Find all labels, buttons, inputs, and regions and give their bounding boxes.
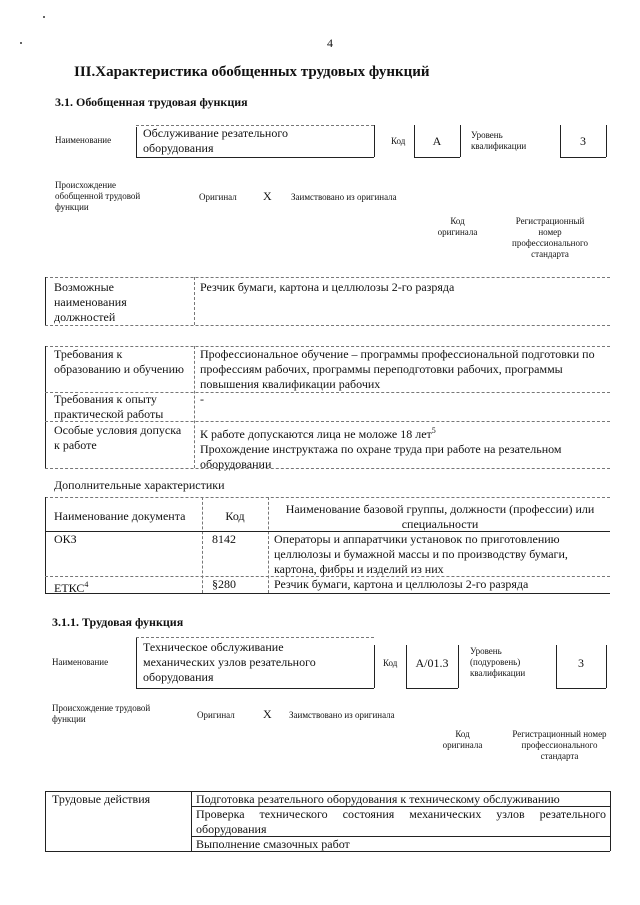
tf-name-box-right xyxy=(374,645,375,688)
tf-code-box-bottom xyxy=(406,688,458,689)
actions-divider xyxy=(191,791,192,851)
gtf-level-label: Уровень квалификации xyxy=(471,130,527,151)
gtf-code-value: A xyxy=(432,134,442,148)
tf-level-value: 3 xyxy=(578,656,584,670)
tf-name-box-left xyxy=(136,638,137,688)
gtf-name-label: Наименование xyxy=(55,135,112,145)
positions-bottom-line xyxy=(45,325,610,326)
gtf-name-box-left xyxy=(136,127,137,157)
tf-name-value: Техническое обслуживание механических узлов резательного оборудования xyxy=(143,640,316,684)
tf-original-mark: X xyxy=(263,707,272,721)
gtf-name-value: Обслуживание резательного оборудования xyxy=(143,126,288,155)
additional-title: Дополнительные характеристики xyxy=(54,478,225,492)
add-left-line xyxy=(45,497,46,593)
req-education-label: Требования к образованию и обучению xyxy=(54,347,184,376)
action-item: Выполнение смазочных работ xyxy=(196,837,350,851)
footnote-ref: 4 xyxy=(84,580,89,589)
add-row-doc: ОКЗ xyxy=(54,532,77,546)
req-conditions-label: Особые условия допуска к работе xyxy=(54,423,182,452)
tf-origin-label: Происхождение трудовой функции xyxy=(52,703,151,724)
footnote-ref: 5 xyxy=(431,426,436,435)
add-header-doc: Наименование документа xyxy=(54,509,186,523)
tf-code-value: A/01.3 xyxy=(415,656,449,670)
actions-left-line xyxy=(45,791,46,851)
tf-level-box-bottom xyxy=(556,688,606,689)
gtf-original-mark: X xyxy=(263,189,272,203)
gtf-name-box-bottom xyxy=(136,157,374,158)
gtf-level-box-right xyxy=(606,125,607,157)
action-item: Проверка технического состояния механических узлов резательного оборудования xyxy=(196,807,606,836)
req-experience-label: Требования к опыту практической работы xyxy=(54,392,164,421)
actions-label: Трудовые действия xyxy=(52,792,151,806)
gtf-reg-number-label: Регистрационный номер профессионального стандарта xyxy=(512,216,588,259)
req-conditions-value xyxy=(200,423,600,472)
gtf-level-box-bottom xyxy=(560,157,606,158)
tf-name-label: Наименование xyxy=(52,657,109,667)
scan-dot xyxy=(43,16,45,18)
actions-right-line xyxy=(610,791,611,851)
req-divider xyxy=(194,346,195,468)
tf-code-label: Код xyxy=(383,658,398,668)
tf-original-label: Оригинал xyxy=(197,710,235,720)
add-bottom-line xyxy=(45,593,610,594)
gtf-origin-label: Происхождение обобщенной трудовой функции xyxy=(55,180,141,212)
add-row-doc-text: ЕТКС xyxy=(54,581,85,595)
page-heading: III.Характеристика обобщенных трудовых функций xyxy=(74,64,430,80)
gtf-section-title: 3.1. Обобщенная трудовая функция xyxy=(55,95,248,109)
tf-level-label: Уровень (подуровень) квалификации xyxy=(470,646,526,678)
add-top-line xyxy=(45,497,610,498)
page-number: 4 xyxy=(327,36,333,50)
tf-code-box-right xyxy=(458,645,459,688)
positions-divider xyxy=(194,277,195,325)
req-education-value: Профессиональное обучение – программы профессиональной подготовки по профессиям рабочих, программы переподготовки рабочих, программы повышения квалификации рабочих xyxy=(200,347,595,391)
gtf-code-box-bottom xyxy=(414,157,460,158)
gtf-code-box-right xyxy=(460,125,461,157)
add-col-divider xyxy=(268,497,269,593)
gtf-code-label: Код xyxy=(391,136,406,146)
req-experience-value: - xyxy=(200,392,204,406)
positions-value: Резчик бумаги, картона и целлюлозы 2-го разряда xyxy=(200,280,455,294)
scan-dot xyxy=(20,42,22,44)
req-conditions-line2: Прохождение инструктажа по охране труда при работе на резательном оборудовании xyxy=(200,442,562,471)
add-header-name: Наименование базовой группы, должности (профессии) или специальности xyxy=(285,502,595,531)
tf-section-title: 3.1.1. Трудовая функция xyxy=(52,615,184,629)
gtf-orig-code-label: Код оригинала xyxy=(437,216,478,237)
tf-orig-code-label: Код оригинала xyxy=(442,729,483,750)
tf-level-box-right xyxy=(606,645,607,688)
add-row-doc xyxy=(54,577,88,596)
gtf-level-value: 3 xyxy=(580,134,586,148)
add-row-code: §280 xyxy=(212,577,236,591)
req-conditions-line1: К работе допускаются лица не моложе 18 лет xyxy=(200,427,432,441)
positions-left-line xyxy=(45,277,46,325)
add-row-name: Резчик бумаги, картона и целлюлозы 2-го разряда xyxy=(274,577,529,591)
action-item: Подготовка резательного оборудования к техническому обслуживанию xyxy=(196,792,560,806)
req-left-line xyxy=(45,346,46,468)
add-header-code: Код xyxy=(225,509,245,523)
gtf-borrowed-label: Заимствовано из оригинала xyxy=(291,192,397,202)
gtf-original-label: Оригинал xyxy=(199,192,237,202)
tf-reg-number-label: Регистрационный номер профессионального стандарта xyxy=(512,729,607,761)
add-row-name: Операторы и аппаратчики установок по приготовлению целлюлозы и бумажной массы и по производству бумаги, картона, фибры и изделий из них xyxy=(274,532,568,576)
positions-label: Возможные наименования должностей xyxy=(54,280,127,324)
add-row-code: 8142 xyxy=(212,532,236,546)
tf-borrowed-label: Заимствовано из оригинала xyxy=(289,710,395,720)
positions-top-line xyxy=(45,277,610,278)
tf-name-box-top xyxy=(136,637,374,638)
tf-name-box-bottom xyxy=(136,688,374,689)
gtf-name-box-right xyxy=(374,125,375,157)
